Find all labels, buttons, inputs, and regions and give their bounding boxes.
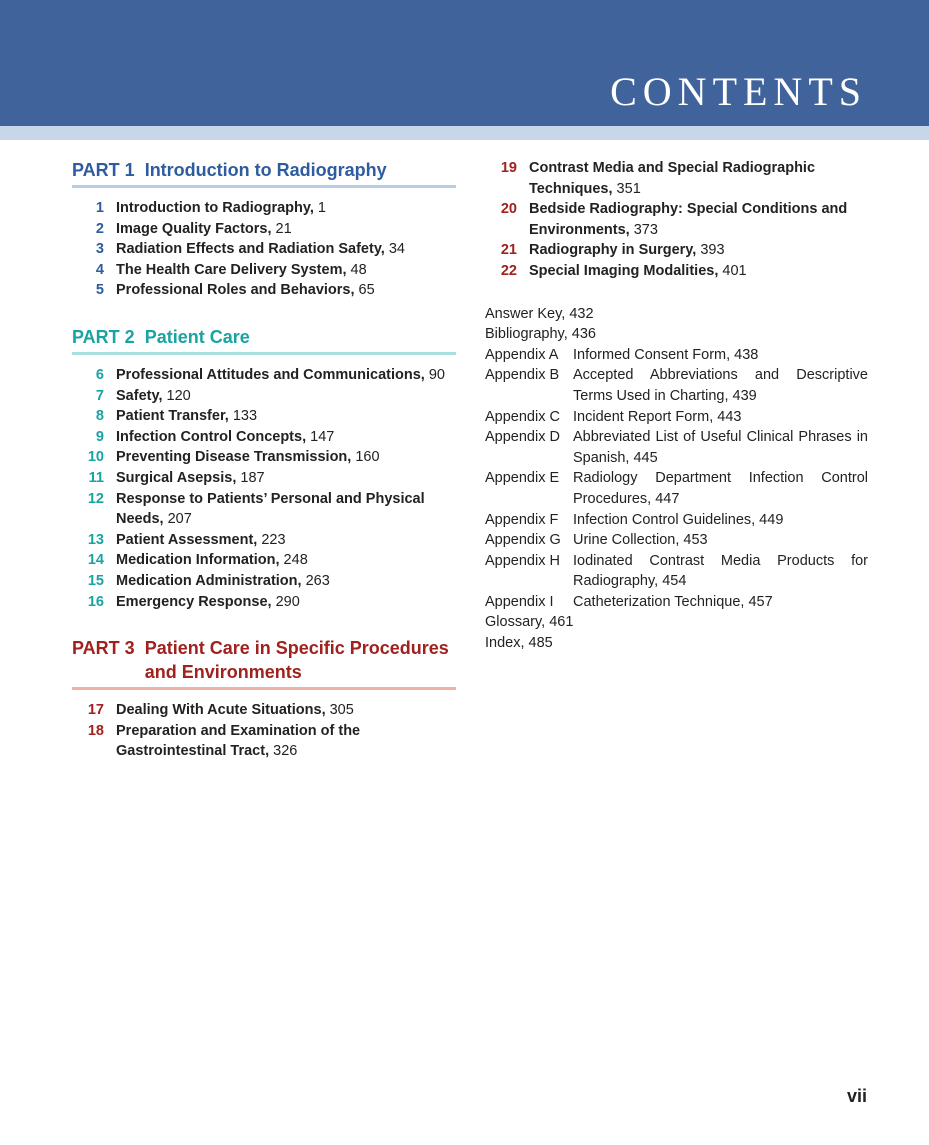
appendix-entry: [485, 365, 868, 406]
chapter-entry: [72, 198, 456, 219]
chapter-list: [72, 365, 456, 612]
appendix-label: Appendix H: [485, 552, 560, 569]
chapter-title: Emergency Response,: [116, 593, 272, 610]
chapter-entry: [72, 280, 456, 301]
chapter-entry: [72, 365, 456, 386]
chapter-page: 65: [354, 282, 375, 299]
chapter-entry: [72, 239, 456, 260]
chapter-page: 48: [346, 261, 367, 278]
part-heading: [72, 325, 456, 355]
chapter-title: Preparation and Examination of the Gastrointestinal Tract,: [116, 722, 361, 760]
chapter-page: 90: [424, 366, 446, 383]
appendix-list: [485, 345, 868, 613]
chapter-title: Professional Attitudes and Communications,: [116, 366, 425, 383]
chapter-page: 351: [612, 180, 641, 197]
part-1-section: [72, 158, 456, 301]
appendix-label: Appendix E: [485, 470, 560, 487]
appendix-label: Appendix I: [485, 593, 554, 610]
part-title: Patient Care in Specific Procedures and Environments: [144, 638, 449, 683]
chapter-title: Patient Transfer,: [116, 408, 229, 425]
chapter-title: Infection Control Concepts,: [116, 428, 307, 445]
chapter-entry: [72, 468, 456, 489]
part-heading: [72, 158, 456, 188]
chapter-page: 1: [313, 200, 326, 216]
appendix-title: Radiology Department Infection Control Procedures, 447: [573, 470, 868, 507]
chapter-title: Preventing Disease Transmission,: [116, 449, 352, 466]
appendix-title: Informed Consent Form, 438: [573, 346, 759, 363]
chapter-number: 18: [87, 722, 104, 739]
left-column: [72, 158, 456, 786]
answer-key-entry: Answer Key, 432: [485, 305, 594, 322]
appendix-entry: [485, 592, 868, 613]
chapter-title: Radiography in Surgery,: [529, 242, 697, 259]
chapter-page: 147: [306, 428, 335, 445]
chapter-page: 263: [301, 572, 330, 589]
chapter-title: Medication Information,: [116, 552, 280, 569]
chapter-page: 133: [228, 408, 258, 425]
chapter-entry: [485, 240, 868, 261]
chapter-page: 248: [279, 552, 308, 569]
chapter-title: Professional Roles and Behaviors,: [116, 282, 355, 299]
chapter-number: 15: [87, 572, 104, 589]
chapter-page: 207: [163, 511, 192, 528]
appendix-label: Appendix B: [485, 367, 560, 384]
chapter-page: 160: [351, 449, 380, 466]
chapter-number: 12: [87, 490, 104, 507]
chapter-number: 2: [95, 220, 104, 237]
chapter-entry: [72, 260, 456, 281]
chapter-number: 19: [500, 160, 517, 176]
appendix-label: Appendix G: [485, 532, 561, 549]
chapter-number: 16: [87, 593, 104, 610]
page-number: vii: [846, 1086, 867, 1106]
chapter-number: 20: [500, 201, 517, 218]
part-3-section: [72, 636, 456, 762]
chapter-page: 305: [325, 702, 354, 719]
appendix-title: Urine Collection, 453: [573, 532, 708, 549]
chapter-number: 4: [95, 261, 104, 278]
part-heading: [72, 636, 456, 690]
chapter-title: Safety,: [116, 387, 163, 404]
chapter-entry: [72, 219, 456, 240]
chapter-number: 7: [95, 387, 104, 404]
chapter-page: 120: [162, 387, 191, 404]
chapter-page: 34: [384, 241, 406, 258]
chapter-entry: [485, 158, 868, 199]
appendix-title: Catheterization Technique, 457: [573, 593, 773, 610]
chapter-title: Medication Administration,: [116, 572, 302, 589]
chapter-page: 21: [271, 220, 292, 237]
chapter-page: 401: [718, 262, 747, 279]
glossary-entry: Glossary, 461: [485, 614, 574, 631]
chapter-title: Dealing With Acute Situations,: [116, 702, 326, 719]
chapter-page: 290: [271, 593, 300, 610]
appendix-label: Appendix C: [485, 408, 560, 425]
page-title: CONTENTS: [610, 69, 867, 114]
chapter-entry: [72, 386, 456, 407]
chapter-number: 11: [88, 469, 104, 486]
index-entry: Index, 485: [485, 635, 553, 652]
appendix-entry: [485, 345, 868, 366]
appendix-entry: [485, 551, 868, 592]
chapter-page: 393: [696, 242, 725, 259]
appendix-title: Abbreviated List of Useful Clinical Phrases in Spanish, 445: [573, 429, 868, 466]
chapter-entry: [72, 592, 456, 613]
chapter-number: 17: [87, 702, 104, 719]
chapter-list: [485, 158, 868, 282]
appendix-label: Appendix D: [485, 429, 560, 446]
chapter-page: 326: [269, 743, 298, 760]
right-column: [485, 158, 868, 654]
chapter-entry: [485, 261, 868, 282]
header-stripe: [0, 126, 929, 140]
chapter-title: Surgical Asepsis,: [116, 469, 237, 486]
chapter-number: 21: [500, 242, 517, 259]
chapter-title: Patient Assessment,: [116, 531, 258, 548]
part-title: Patient Care: [144, 326, 250, 347]
chapter-number: 6: [95, 366, 104, 383]
appendix-entry: [485, 468, 868, 509]
chapter-title: The Health Care Delivery System,: [116, 261, 347, 278]
chapter-entry: [72, 489, 456, 530]
chapter-page: 373: [629, 221, 658, 238]
chapter-entry: [72, 447, 456, 468]
appendix-label: Appendix A: [485, 346, 559, 363]
chapter-title: Contrast Media and Special Radiographic Techniques,: [529, 160, 816, 197]
chapter-entry: [72, 571, 456, 592]
part-number: PART 1: [72, 160, 135, 180]
chapter-page: 187: [236, 469, 265, 486]
chapter-page: 223: [257, 531, 286, 548]
chapter-entry: [72, 530, 456, 551]
chapter-number: 9: [95, 428, 104, 445]
part-2-section: [72, 325, 456, 612]
chapter-title: Special Imaging Modalities,: [529, 262, 719, 279]
appendix-title: Accepted Abbreviations and Descriptive Terms Used in Charting, 439: [573, 367, 868, 404]
chapter-title: Response to Patients’ Personal and Physical Needs,: [116, 490, 425, 528]
appendix-entry: [485, 427, 868, 468]
chapter-number: 10: [87, 449, 104, 466]
chapter-number: 1: [95, 200, 104, 216]
appendix-entry: [485, 510, 868, 531]
chapter-entry: [485, 199, 868, 240]
chapter-number: 13: [87, 531, 104, 548]
appendix-title: Incident Report Form, 443: [573, 408, 742, 425]
bibliography-entry: Bibliography, 436: [485, 326, 596, 343]
chapter-entry: [72, 406, 456, 427]
back-matter: [485, 304, 868, 654]
appendix-label: Appendix F: [485, 511, 559, 528]
chapter-title: Radiation Effects and Radiation Safety,: [116, 241, 385, 258]
chapter-entry: [72, 700, 456, 721]
part-number: PART 3: [72, 638, 135, 659]
chapter-title: Image Quality Factors,: [116, 220, 272, 237]
appendix-entry: [485, 530, 868, 551]
part-number: PART 2: [72, 326, 135, 347]
chapter-number: 22: [500, 262, 517, 279]
chapter-entry: [72, 427, 456, 448]
appendix-title: Iodinated Contrast Media Products for Radiography, 454: [573, 552, 868, 590]
chapter-number: 5: [95, 282, 104, 299]
part-title: Introduction to Radiography: [144, 160, 387, 180]
chapter-list: [72, 700, 456, 762]
chapter-title: Introduction to Radiography,: [116, 200, 314, 216]
chapter-entry: [72, 550, 456, 571]
chapter-number: 3: [95, 241, 104, 258]
chapter-number: 14: [87, 552, 104, 569]
chapter-entry: [72, 721, 456, 762]
chapter-list: [72, 198, 456, 301]
appendix-entry: [485, 407, 868, 428]
chapter-number: 8: [95, 408, 104, 425]
chapter-title: Bedside Radiography: Special Conditions and Environments,: [529, 201, 848, 238]
appendix-title: Infection Control Guidelines, 449: [573, 511, 784, 528]
